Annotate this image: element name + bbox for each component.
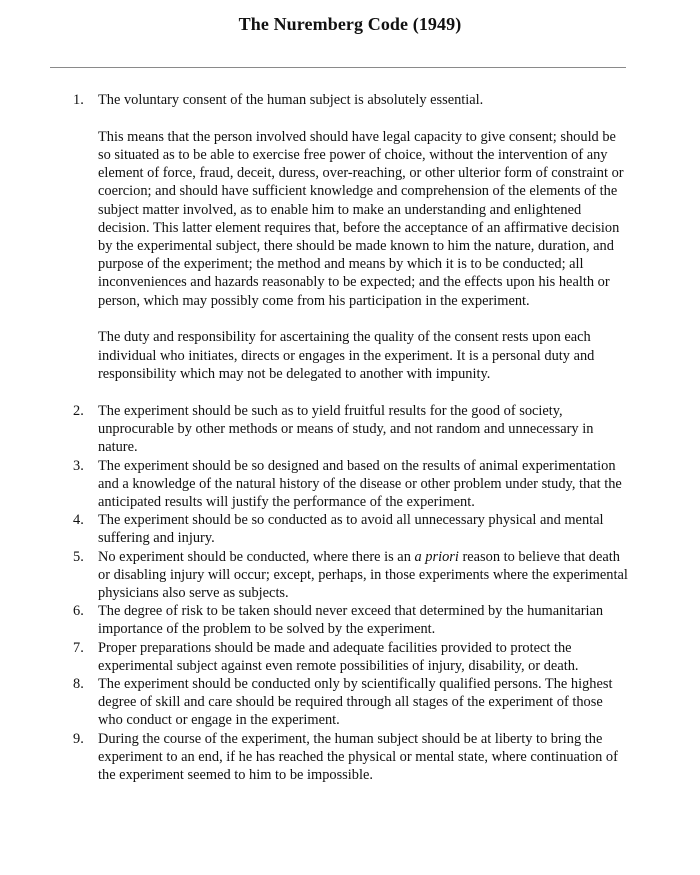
- item-text: The degree of risk to be taken should never exceed that determined by the humanitarian importance of the problem to be solved by the experiment.: [98, 603, 604, 638]
- item-text: Proper preparations should be made and adequate facilities provided to protect the experimental subject against even remote possibilities of injury, disability, or death.: [98, 639, 579, 674]
- item-text: The experiment should be so conducted as to avoid all unnecessary physical and mental suffering and injury.: [98, 512, 604, 547]
- item-text-before: No experiment should be conducted, where there is an: [98, 548, 415, 565]
- item-1-responsibility: The duty and responsibility for ascertaining the quality of the consent rests upon each individual who initiates, directs or engages in the experiment. It is a personal duty and responsibility which may not be delegated to another with impunity.: [98, 329, 595, 382]
- item-number: 8.: [73, 676, 84, 693]
- item-number: 5.: [73, 548, 84, 565]
- item-text-after: reason to believe that death or disabling injury will occur; except, perhaps, in those experiments where the experimental physicians also serve as subjects.: [98, 548, 628, 602]
- item-1-explanation: This means that the person involved should have legal capacity to give consent; should be so situated as to be able to exercise free power of choice, without the intervention of any element of force, fraud, deceit, duress, over-reaching, or other ulterior form of constraint or coercion; and should have sufficient knowledge and comprehension of the elements of the subject matter involved, as to enable him to make an understanding and enlightened decision. This latter element requires that, before the acceptance of an affirmative decision by the experimental subject, there should be made known to him the nature, duration, and purpose of the experiment; the method and means by which it is to be conducted; all inconveniences and hazards reasonably to be expected; and the effects upon his health or person, which may possibly come from his participation in the experiment.: [98, 128, 624, 309]
- page-title: The Nuremberg Code (1949): [238, 14, 462, 34]
- item-text: [98, 548, 628, 603]
- item-number: 1.: [73, 92, 84, 108]
- principle-item-3: [0, 457, 628, 512]
- principle-item-1: [0, 91, 628, 383]
- principle-item-6: [0, 602, 628, 638]
- item-text-italic: a priori: [414, 548, 459, 565]
- item-1-statement: The voluntary consent of the human subject is absolutely essential.: [98, 92, 484, 108]
- item-text: The experiment should be so designed and based on the results of animal experimentation and a knowledge of the natural history of the disease or other problem under study, that the anticipated results will justify the performance of the experiment.: [98, 457, 622, 511]
- item-number: 6.: [73, 603, 84, 620]
- item-text: The experiment should be such as to yield fruitful results for the good of society, unprocurable by other methods or means of study, and not random and unnecessary in nature.: [98, 403, 594, 456]
- item-number: 7.: [73, 639, 84, 656]
- principle-item-9: [0, 730, 628, 785]
- principle-item-4: [0, 511, 628, 547]
- item-text: During the course of the experiment, the human subject should be at liberty to bring the experiment to an end, if he has reached the physical or mental state, where continuation of the experiment seemed to him to be impossible.: [98, 730, 618, 784]
- item-number: 3.: [73, 457, 84, 474]
- item-number: 2.: [73, 403, 84, 420]
- title-divider: [50, 67, 626, 68]
- principle-item-8: [0, 675, 628, 730]
- principle-item-5: [0, 548, 628, 603]
- principle-item-2: [0, 402, 628, 457]
- item-number: 4.: [73, 512, 84, 529]
- item-text: The experiment should be conducted only by scientifically qualified persons. The highest degree of skill and care should be required through all stages of the experiment of those who conduct or engage in the experiment.: [98, 676, 613, 729]
- principle-item-7: [0, 639, 628, 675]
- principles-list: [0, 91, 700, 784]
- item-number: 9.: [73, 730, 84, 747]
